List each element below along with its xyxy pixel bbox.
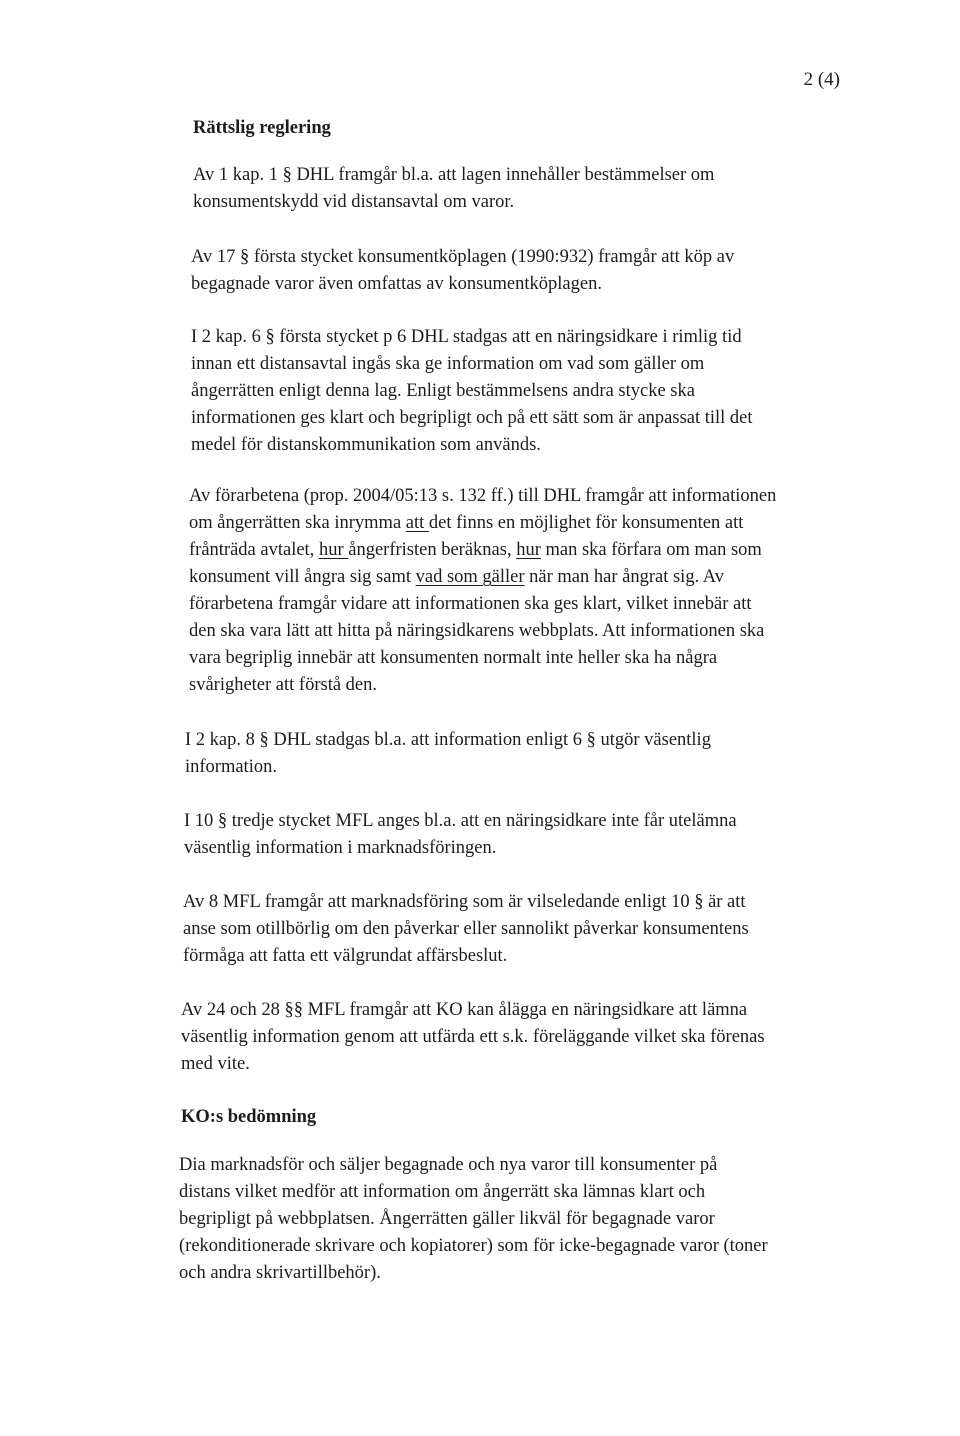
text-segment: ångerfristen beräknas,	[348, 540, 517, 560]
underlined-text: vad som gäller	[415, 567, 525, 587]
text-line: den ska vara lätt att hitta på näringsidkarens webbplats. Att informationen ska	[189, 621, 765, 641]
text-line: väsentlig information i marknadsföringen.	[184, 838, 497, 858]
text-line: informationen ges klart och begripligt och på ett sätt som är anpassat till det	[191, 408, 753, 428]
text-line: med vite.	[181, 1054, 250, 1074]
text-line: I 2 kap. 6 § första stycket p 6 DHL stadgas att en näringsidkare i rimlig tid	[191, 327, 742, 347]
text-segment: konsument vill ångra sig samt	[189, 567, 416, 587]
text-line: Av 17 § första stycket konsumentköplagen (1990:932) framgår att köp av	[191, 247, 735, 267]
text-line: (rekonditionerade skrivare och kopiatorer) som för icke-begagnade varor (toner	[179, 1236, 768, 1256]
paragraph-ko-injunction	[181, 997, 765, 1078]
text-line: begripligt på webbplatsen. Ångerrätten gäller likväl för begagnade varor	[179, 1209, 715, 1229]
underlined-text: hur	[516, 540, 541, 560]
text-line	[189, 537, 776, 564]
text-line: väsentlig information genom att utfärda ett s.k. föreläggande vilket ska förenas	[181, 1027, 765, 1047]
paragraph-essential-information	[185, 727, 711, 781]
section-heading-assessment: KO:s bedömning	[181, 1107, 317, 1127]
text-line: Av 24 och 28 §§ MFL framgår att KO kan ålägga en näringsidkare att lämna	[181, 1000, 748, 1020]
paragraph-mfl-omission	[184, 808, 737, 862]
text-line: förmåga att fatta ett välgrundat affärsbeslut.	[183, 946, 508, 966]
text-line: begagnade varor även omfattas av konsumentköplagen.	[191, 274, 602, 294]
text-segment: man ska förfara om man som	[540, 540, 762, 560]
text-line: vara begriplig innebär att konsumenten normalt inte heller ska ha några	[189, 648, 718, 668]
text-line: förarbetena framgår vidare att informationen ska ges klart, vilket innebär att	[189, 594, 752, 614]
text-line: Av 8 MFL framgår att marknadsföring som är vilseledande enligt 10 § är att	[183, 892, 746, 912]
text-line: innan ett distansavtal ingås ska ge information om vad som gäller om	[191, 354, 705, 374]
text-line: Av 1 kap. 1 § DHL framgår bl.a. att lagen innehåller bestämmelser om	[193, 165, 715, 185]
text-segment: om ångerrätten ska inrymma	[189, 513, 406, 533]
paragraph-preparatory-works	[189, 483, 776, 699]
paragraph-konsumentkoplagen	[191, 244, 734, 298]
page-number: 2 (4)	[803, 69, 840, 90]
text-line: konsumentskydd vid distansavtal om varor.	[193, 192, 515, 212]
underlined-text: hur	[318, 540, 349, 560]
text-line	[189, 510, 776, 537]
text-line: I 10 § tredje stycket MFL anges bl.a. att en näringsidkare inte får utelämna	[184, 811, 737, 831]
text-line: medel för distanskommunikation som används.	[191, 435, 541, 455]
text-line: svårigheter att förstå den.	[189, 675, 378, 695]
text-line: anse som otillbörlig om den påverkar eller sannolikt påverkar konsumentens	[183, 919, 749, 939]
text-line: information.	[185, 757, 277, 777]
paragraph-dhl-scope	[193, 162, 714, 216]
text-line: I 2 kap. 8 § DHL stadgas bl.a. att information enligt 6 § utgör väsentlig	[185, 730, 711, 750]
paragraph-information-duty	[191, 324, 753, 459]
underlined-text: att	[405, 513, 429, 533]
text-segment: det finns en möjlighet för konsumenten att	[428, 513, 744, 533]
section-heading-legal: Rättslig reglering	[193, 118, 331, 138]
text-line: Dia marknadsför och säljer begagnade och nya varor till konsumenter på	[179, 1155, 718, 1175]
text-line: och andra skrivartillbehör).	[179, 1263, 381, 1283]
text-segment: när man har ångrat sig. Av	[524, 567, 725, 587]
text-line	[189, 564, 776, 591]
text-line: distans vilket medför att information om ångerrätt ska lämnas klart och	[179, 1182, 706, 1202]
text-line: Av förarbetena (prop. 2004/05:13 s. 132 ff.) till DHL framgår att informationen	[189, 486, 777, 506]
paragraph-assessment	[179, 1152, 768, 1287]
text-line: ångerrätten enligt denna lag. Enligt bestämmelsens andra stycke ska	[191, 381, 695, 401]
paragraph-mfl-misleading	[183, 889, 749, 970]
text-segment: frånträda avtalet,	[189, 540, 319, 560]
